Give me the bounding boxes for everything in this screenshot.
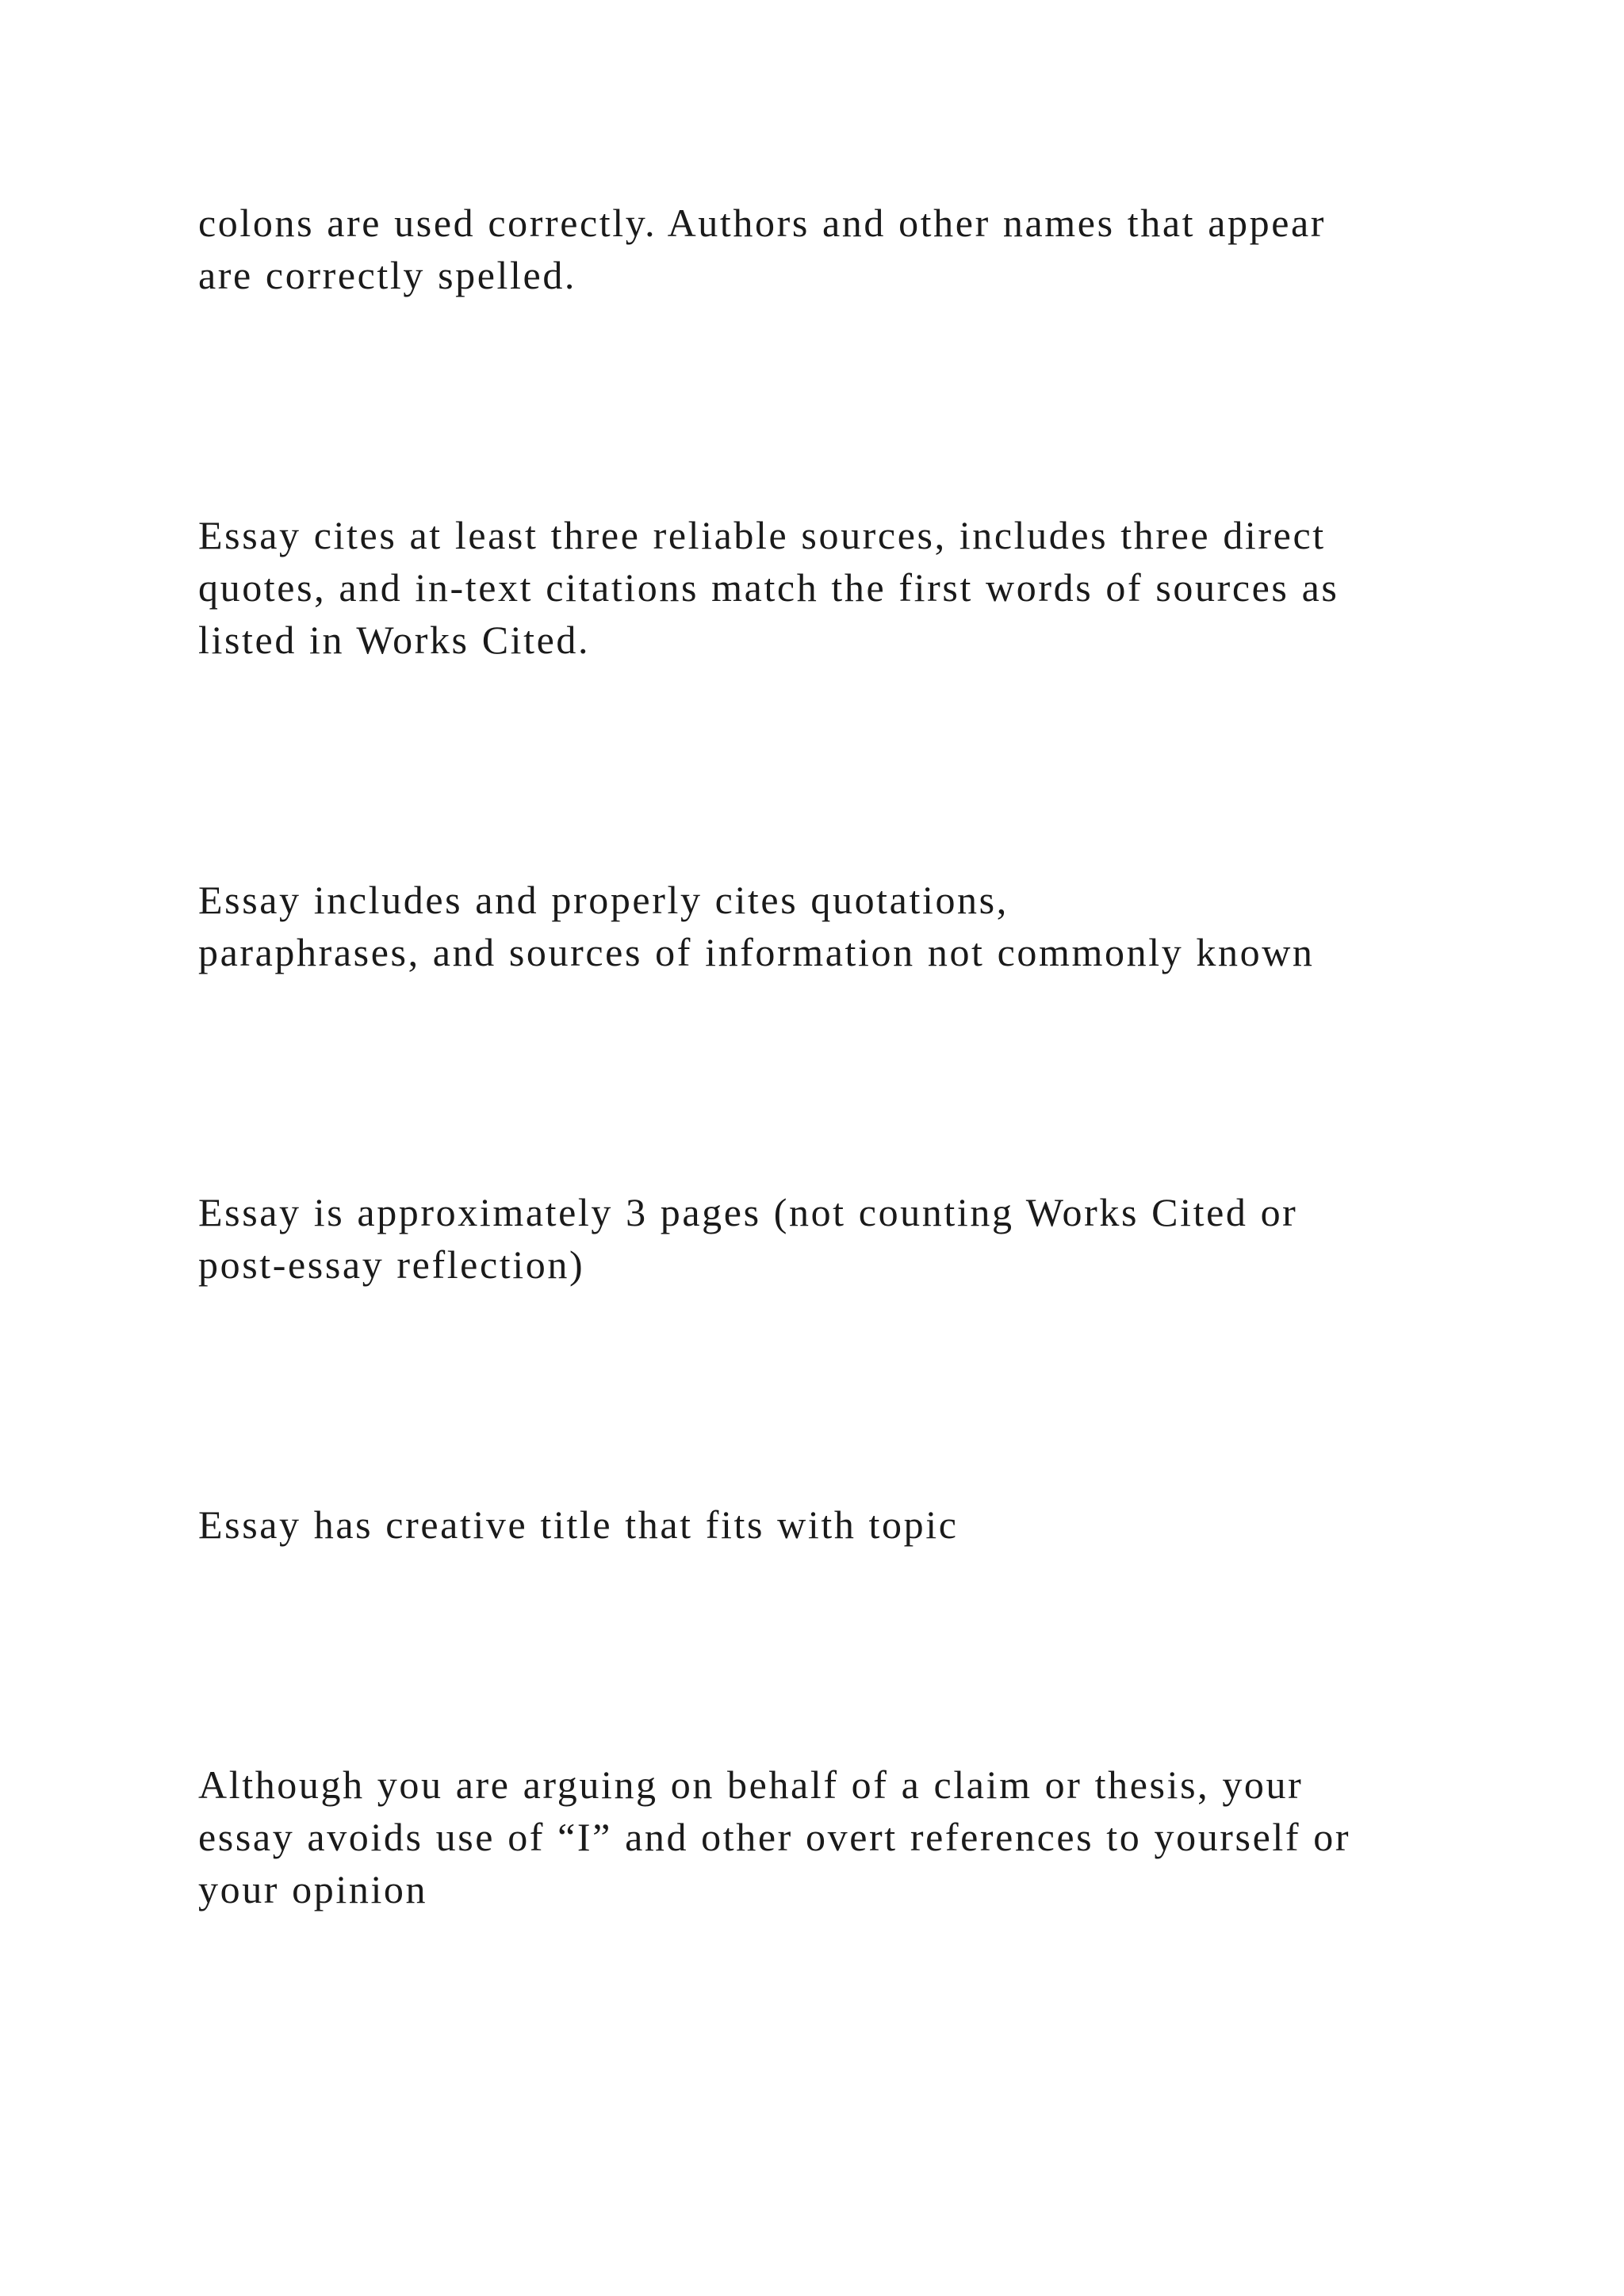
paragraph-essay-length xyxy=(198,1186,1483,1291)
text-line: colons are used correctly. Authors and other names that appear xyxy=(198,201,1327,245)
text-line: paraphrases, and sources of information not commonly known xyxy=(198,930,1315,974)
paragraph-reliable-sources xyxy=(198,509,1483,666)
text-line: Essay includes and properly cites quotations, xyxy=(198,878,1009,922)
text-line: listed in Works Cited. xyxy=(198,618,591,662)
paragraph-quotations xyxy=(198,874,1483,978)
text-line: Essay has creative title that fits with topic xyxy=(198,1502,959,1547)
text-line: Essay is approximately 3 pages (not counting Works Cited or xyxy=(198,1190,1298,1234)
paragraph-creative-title xyxy=(198,1498,1483,1551)
text-line: Although you are arguing on behalf of a claim or thesis, your xyxy=(198,1762,1304,1807)
text-line: are correctly spelled. xyxy=(198,253,577,297)
text-line: essay avoids use of “I” and other overt references to yourself or xyxy=(198,1815,1351,1859)
text-line: quotes, and in-text citations match the first words of sources as xyxy=(198,565,1339,610)
paragraph-citation-format xyxy=(198,197,1483,301)
text-line: Essay cites at least three reliable sources, includes three direct xyxy=(198,513,1326,557)
text-line: post-essay reflection) xyxy=(198,1242,585,1287)
text-line: your opinion xyxy=(198,1867,428,1911)
paragraph-avoid-first-person xyxy=(198,1758,1483,1915)
